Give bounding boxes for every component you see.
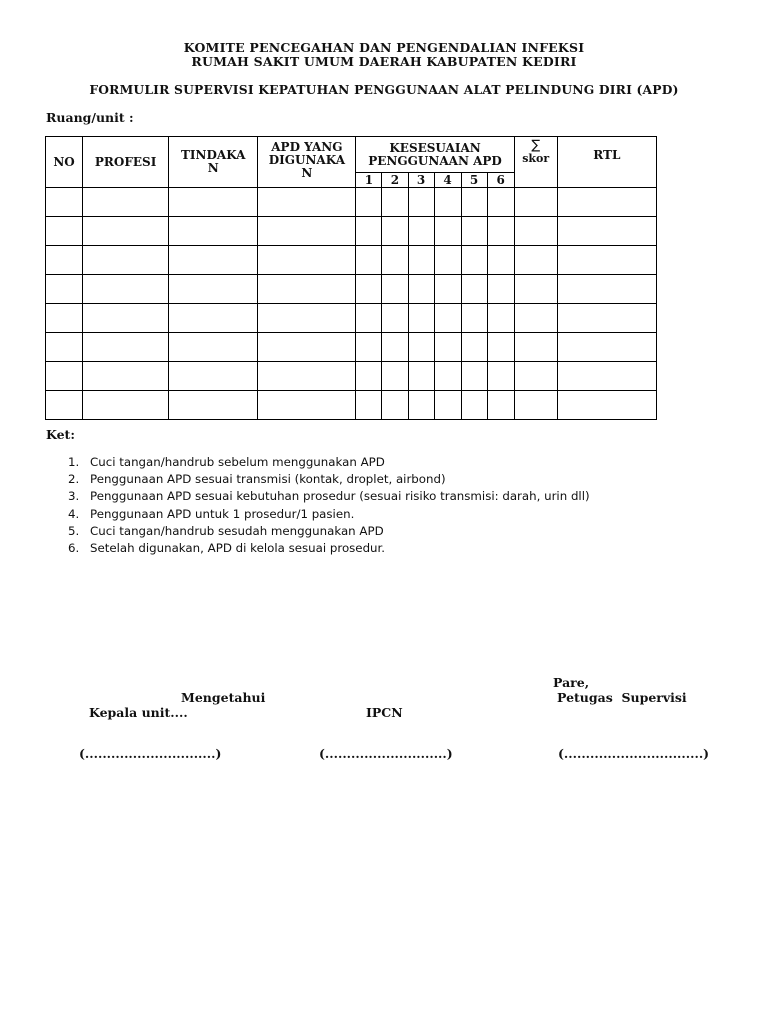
table-cell[interactable] — [356, 275, 382, 304]
list-item-text: Cuci tangan/handrub sebelum menggunakan APD — [90, 455, 385, 469]
table-cell[interactable] — [46, 188, 83, 217]
table-row — [46, 333, 657, 362]
table-cell[interactable] — [382, 391, 408, 420]
list-item-number: 2. — [68, 472, 80, 487]
col-apd-header — [258, 137, 356, 188]
table-cell[interactable] — [487, 333, 514, 362]
table-cell[interactable] — [83, 246, 169, 275]
sub-col-6: 6 — [487, 173, 514, 188]
table-cell[interactable] — [356, 333, 382, 362]
table-cell[interactable] — [83, 333, 169, 362]
list-item-text: Penggunaan APD sesuai kebutuhan prosedur (sesuai risiko transmisi: darah, urin dll) — [90, 489, 590, 504]
table-cell[interactable] — [258, 217, 356, 246]
table-cell[interactable] — [434, 217, 461, 246]
ipcn-signature-line[interactable]: (............................) — [319, 746, 453, 761]
table-cell[interactable] — [46, 246, 83, 275]
table-cell[interactable] — [382, 362, 408, 391]
table-cell[interactable] — [169, 304, 258, 333]
table-cell[interactable] — [169, 188, 258, 217]
table-cell[interactable] — [461, 188, 487, 217]
table-cell[interactable] — [83, 275, 169, 304]
table-cell[interactable] — [258, 246, 356, 275]
col-skor-header — [514, 137, 557, 188]
form-title: FORMULIR SUPERVISI KEPATUHAN PENGGUNAAN ALAT PELINDUNG DIRI (APD) — [89, 82, 679, 97]
table-cell[interactable] — [258, 333, 356, 362]
list-item-number: 1. — [68, 455, 80, 469]
table-cell[interactable] — [557, 188, 656, 217]
table-cell[interactable] — [46, 275, 83, 304]
petugas-supervisi-label: Petugas Supervisi — [557, 690, 687, 705]
table-header-row — [46, 137, 657, 173]
table-cell[interactable] — [258, 275, 356, 304]
table-cell[interactable] — [83, 217, 169, 246]
ruang-unit-label: Ruang/unit : — [46, 110, 134, 125]
table-row — [46, 188, 657, 217]
table-cell[interactable] — [356, 304, 382, 333]
table-cell[interactable] — [434, 391, 461, 420]
table-cell[interactable] — [434, 333, 461, 362]
table-cell[interactable] — [487, 246, 514, 275]
table-cell[interactable] — [514, 246, 557, 275]
table-cell[interactable] — [83, 362, 169, 391]
col-apd-line2: DIGUNAKA — [268, 153, 345, 167]
ket-label: Ket: — [46, 427, 75, 442]
table-cell[interactable] — [382, 246, 408, 275]
table-cell[interactable] — [408, 217, 434, 246]
table-cell[interactable] — [356, 217, 382, 246]
table-cell[interactable] — [557, 246, 656, 275]
table-cell[interactable] — [514, 333, 557, 362]
table-cell[interactable] — [46, 333, 83, 362]
table-cell[interactable] — [258, 362, 356, 391]
table-cell[interactable] — [461, 362, 487, 391]
list-item-number: 6. — [68, 540, 80, 555]
table-cell[interactable] — [169, 333, 258, 362]
list-item-number: 4. — [68, 506, 80, 521]
table-cell[interactable] — [83, 391, 169, 420]
table-cell[interactable] — [356, 246, 382, 275]
table-cell[interactable] — [514, 217, 557, 246]
table-cell[interactable] — [434, 362, 461, 391]
list-item-text: Penggunaan APD untuk 1 prosedur/1 pasien. — [90, 506, 355, 521]
list-item — [68, 488, 590, 505]
table-cell[interactable] — [461, 275, 487, 304]
list-item-text: Cuci tangan/handrub sesudah menggunakan APD — [90, 523, 384, 538]
table-row — [46, 362, 657, 391]
list-item-text: Setelah digunakan, APD di kelola sesuai prosedur. — [90, 540, 386, 555]
col-kesesuaian-line1: KESESUAIAN — [389, 140, 481, 155]
petugas-signature-line[interactable]: (................................) — [558, 746, 710, 761]
table-cell[interactable] — [461, 304, 487, 333]
list-item — [68, 506, 590, 523]
table-cell[interactable] — [434, 275, 461, 304]
table-cell[interactable] — [408, 246, 434, 275]
place-date-label: Pare, — [553, 675, 590, 690]
table-cell[interactable] — [514, 391, 557, 420]
table-cell[interactable] — [461, 391, 487, 420]
table-cell[interactable] — [382, 275, 408, 304]
col-apd-line1: APD YANG — [271, 140, 343, 154]
sub-col-2: 2 — [382, 173, 408, 188]
table-cell[interactable] — [83, 188, 169, 217]
col-tindakan-header — [169, 137, 258, 188]
table-cell[interactable] — [46, 304, 83, 333]
sub-col-1: 1 — [356, 173, 382, 188]
col-no-header: NO — [46, 137, 83, 188]
list-item — [68, 471, 590, 488]
table-row — [46, 304, 657, 333]
table-cell[interactable] — [382, 188, 408, 217]
table-cell[interactable] — [434, 246, 461, 275]
table-cell[interactable] — [356, 362, 382, 391]
table-cell[interactable] — [557, 217, 656, 246]
sub-col-3: 3 — [408, 173, 434, 188]
hospital-title: RUMAH SAKIT UMUM DAERAH KABUPATEN KEDIRI — [191, 54, 577, 69]
committee-title: KOMITE PENCEGAHAN DAN PENGENDALIAN INFEKSI — [183, 40, 585, 55]
table-cell[interactable] — [382, 333, 408, 362]
table-cell[interactable] — [382, 304, 408, 333]
mengetahui-label: Mengetahui — [181, 690, 266, 705]
table-cell[interactable] — [408, 188, 434, 217]
col-kesesuaian-header — [356, 137, 514, 173]
table-row — [46, 275, 657, 304]
table-cell[interactable] — [382, 217, 408, 246]
table-cell[interactable] — [46, 362, 83, 391]
table-row — [46, 217, 657, 246]
table-cell[interactable] — [169, 246, 258, 275]
table-cell[interactable] — [514, 275, 557, 304]
table-cell[interactable] — [356, 188, 382, 217]
table-cell[interactable] — [461, 246, 487, 275]
col-skor-label: skor — [522, 152, 550, 165]
ket-list — [68, 454, 590, 557]
col-kesesuaian-line2: PENGGUNAAN APD — [368, 153, 502, 168]
table-cell[interactable] — [434, 304, 461, 333]
list-item-text: Penggunaan APD sesuai transmisi (kontak, droplet, airbond) — [90, 472, 446, 487]
sigma-icon: ∑ — [531, 138, 541, 153]
list-item-number: 5. — [68, 523, 80, 538]
table-cell[interactable] — [408, 333, 434, 362]
table-cell[interactable] — [487, 275, 514, 304]
table-cell[interactable] — [169, 275, 258, 304]
table-cell[interactable] — [434, 188, 461, 217]
table-cell[interactable] — [487, 304, 514, 333]
table-cell[interactable] — [557, 275, 656, 304]
supervision-table — [45, 136, 657, 420]
table-cell[interactable] — [557, 362, 656, 391]
table-cell[interactable] — [169, 391, 258, 420]
table-cell[interactable] — [46, 217, 83, 246]
col-apd-line3: N — [301, 166, 313, 180]
table-cell[interactable] — [461, 217, 487, 246]
col-rtl-header: RTL — [557, 137, 656, 188]
kepala-unit-label: Kepala unit.... — [89, 705, 188, 720]
table-cell[interactable] — [557, 304, 656, 333]
table-cell[interactable] — [46, 391, 83, 420]
table-cell[interactable] — [169, 217, 258, 246]
table-cell[interactable] — [356, 391, 382, 420]
table-cell[interactable] — [514, 362, 557, 391]
sub-col-5: 5 — [461, 173, 487, 188]
col-tindakan-line2: N — [207, 161, 219, 175]
table-cell[interactable] — [557, 391, 656, 420]
table-row — [46, 246, 657, 275]
table-cell[interactable] — [487, 188, 514, 217]
table-cell[interactable] — [557, 333, 656, 362]
table-cell[interactable] — [169, 362, 258, 391]
kepala-unit-signature-line[interactable]: (..............................) — [79, 746, 222, 761]
table-cell[interactable] — [408, 362, 434, 391]
list-item — [68, 540, 590, 557]
table-cell[interactable] — [461, 333, 487, 362]
list-item — [68, 523, 590, 540]
table-cell[interactable] — [408, 304, 434, 333]
table-row — [46, 391, 657, 420]
list-item-number: 3. — [68, 489, 80, 504]
sub-col-4: 4 — [434, 173, 461, 188]
table-cell[interactable] — [487, 362, 514, 391]
table-cell[interactable] — [514, 188, 557, 217]
table-cell[interactable] — [514, 304, 557, 333]
table-cell[interactable] — [258, 188, 356, 217]
table-cell[interactable] — [258, 391, 356, 420]
col-tindakan-line1: TINDAKA — [180, 148, 246, 162]
table-cell[interactable] — [408, 275, 434, 304]
table-cell[interactable] — [258, 304, 356, 333]
ipcn-label: IPCN — [366, 705, 403, 720]
table-cell[interactable] — [487, 391, 514, 420]
table-cell[interactable] — [487, 217, 514, 246]
table-cell[interactable] — [408, 391, 434, 420]
list-item — [68, 454, 590, 471]
col-profesi-header: PROFESI — [83, 137, 169, 188]
table-cell[interactable] — [83, 304, 169, 333]
